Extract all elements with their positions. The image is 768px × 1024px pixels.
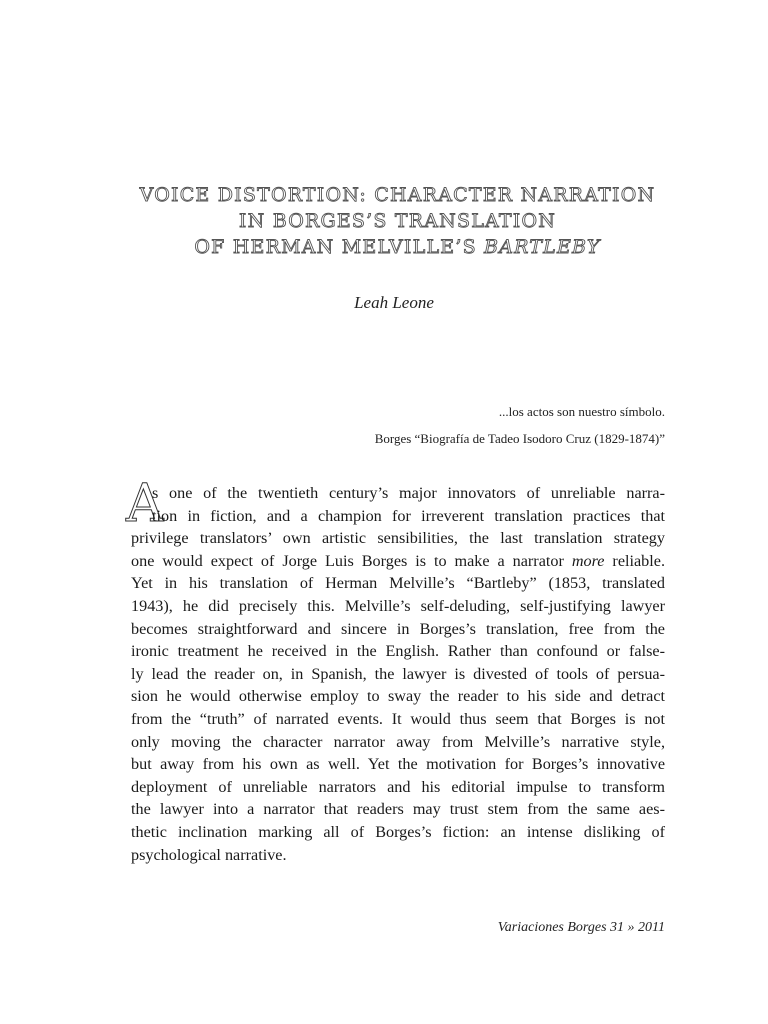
- article-title: [0, 182, 768, 260]
- body-line: 1943), he did precisely this. Melville’s self-deluding, self-justifying lawyer: [131, 596, 665, 615]
- emphasis-more: more: [571, 551, 605, 570]
- title-line-3-prefix: OF HERMAN MELVILLE’S: [194, 236, 485, 258]
- epigraph-quote: ...los actos son nuestro símbolo.: [498, 404, 665, 419]
- body-line: [131, 550, 665, 573]
- body-line: ironic treatment he received in the English. Rather than confound or false-: [131, 642, 665, 661]
- body-line: becomes straightforward and sincere in Borges’s translation, free from the: [131, 619, 665, 638]
- body-line: ly lead the reader on, in Spanish, the lawyer is divested of tools of persua-: [131, 664, 665, 683]
- title-line-2: IN BORGES’S TRANSLATION: [238, 210, 557, 232]
- title-line-3-italic: BARTLEBY: [484, 236, 601, 258]
- journal-footer: Variaciones Borges 31 » 2011: [497, 920, 665, 935]
- body-line: only moving the character narrator away from Melville’s narrative style,: [131, 732, 665, 751]
- body-line: psychological narrative.: [131, 845, 287, 864]
- body-line: Yet in his translation of Herman Melville’s “Bartleby” (1853, translated: [131, 574, 665, 593]
- body-line: tion in fiction, and a champion for irreverent translation practices that: [152, 506, 665, 525]
- epigraph: [375, 398, 665, 452]
- body-line-segment: reliable.: [604, 551, 666, 570]
- body-line-segment: one would expect of Jorge Luis Borges is to make a narrator: [131, 551, 572, 570]
- body-line: from the “truth” of narrated events. It would thus seem that Borges is not: [131, 709, 665, 728]
- body-line: thetic inclination marking all of Borges’s fiction: an intense disliking of: [131, 822, 665, 841]
- body-line: privilege translators’ own artistic sensibilities, the last translation strategy: [131, 529, 665, 548]
- body-line: sion he would otherwise employ to sway the reader to his side and detract: [131, 687, 665, 706]
- body-line: deployment of unreliable narrators and his editorial impulse to transform: [131, 777, 665, 796]
- body-line: but away from his own as well. Yet the motivation for Borges’s innovative: [131, 755, 665, 774]
- body-paragraph: [131, 482, 665, 866]
- drop-cap: A: [126, 474, 164, 534]
- title-line-1: VOICE DISTORTION: CHARACTER NARRATION: [139, 184, 656, 206]
- body-line: s one of the twentieth century’s major innovators of unreliable narra-: [152, 484, 665, 502]
- epigraph-source: Borges “Biografía de Tadeo Isodoro Cruz (1829-1874)”: [374, 431, 665, 446]
- body-line: the lawyer into a narrator that readers may trust stem from the same aes-: [131, 800, 665, 819]
- title-line-3: [0, 234, 768, 260]
- author-name: Leah Leone: [354, 293, 434, 312]
